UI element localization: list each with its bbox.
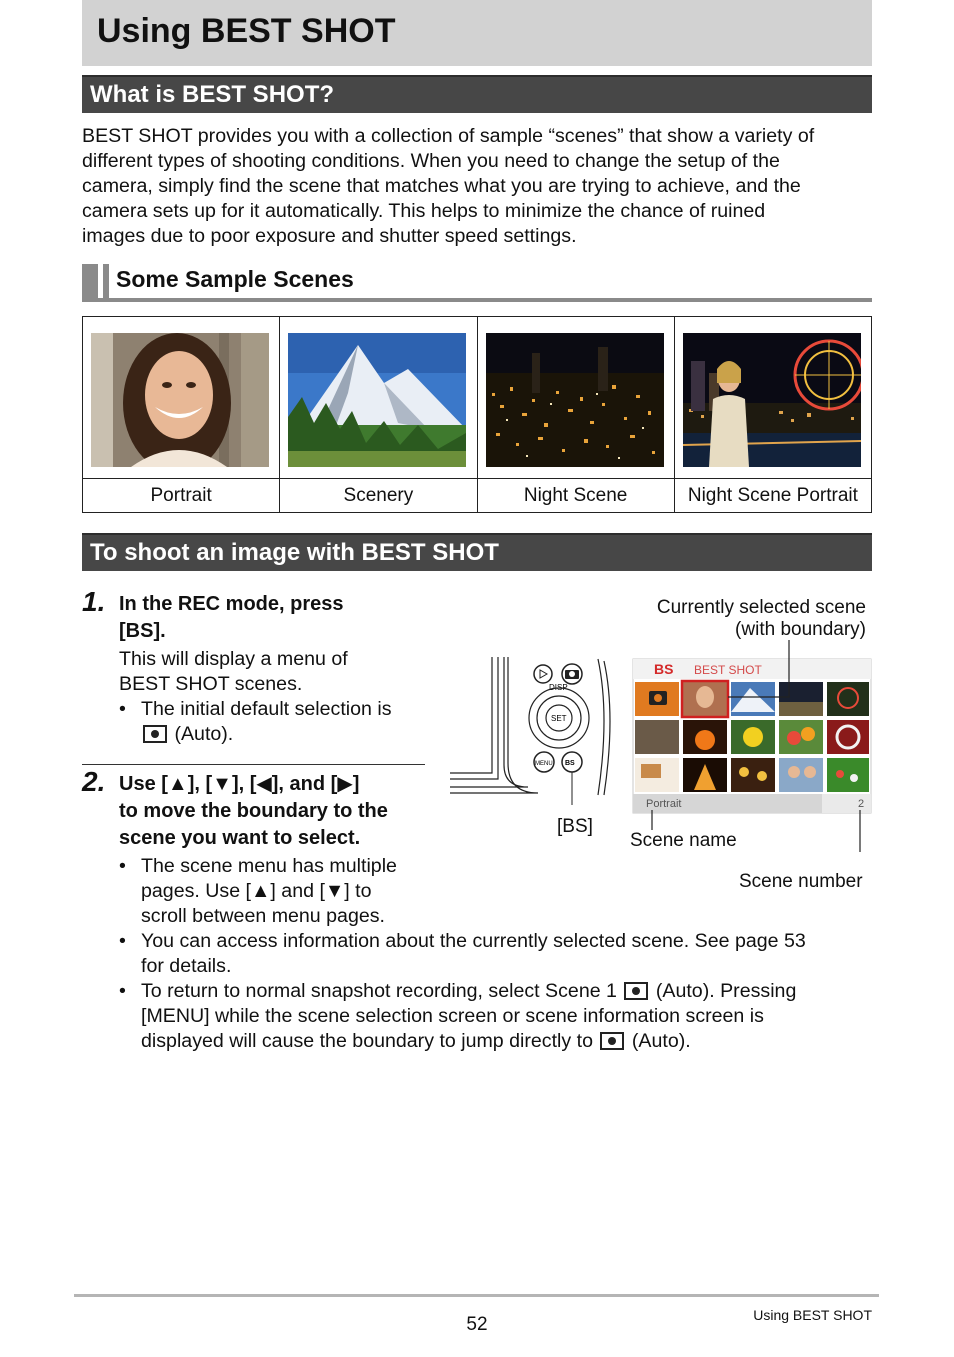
step-title-line: [BS]. [119,620,166,642]
page-title: Using BEST SHOT [97,12,396,50]
step-title [119,591,344,645]
scene-caption: Night Scene [478,478,674,513]
mountain-photo-icon [288,333,466,467]
section-title: What is BEST SHOT? [90,81,335,108]
step-bullet [119,697,439,747]
section-header-to-shoot [82,533,872,571]
scene-cell-night-scene-portrait [675,317,871,512]
scene-cell-scenery [280,317,477,512]
bullet-line: The initial default selection is [141,698,392,720]
scene-cell-night-scene [478,317,675,512]
step-number: 1. [82,586,106,617]
subsection-title: Some Sample Scenes [116,266,354,292]
bullet-line: for details. [141,955,232,977]
scene-thumbnail-grid [635,682,869,792]
auto-camera-icon [600,1032,624,1050]
night-portrait-photo-icon [683,333,861,467]
step-number: 2. [82,766,106,797]
screen-header: BEST SHOT [694,663,762,677]
intro-line: BEST SHOT provides you with a collection of sample “scenes” that show a variety of [82,125,815,147]
bullet-line: scroll between menu pages. [141,905,385,927]
portrait-photo-icon [91,333,269,467]
auto-camera-icon [143,725,167,743]
title-text: ], [ [231,773,257,795]
intro-line: camera, simply find the scene that matches what you are trying to achieve, and the [82,175,801,197]
screen-scene-number: 2 [858,798,865,810]
intro-paragraph [82,124,872,249]
title-text: ], [ [187,773,213,795]
bullet-line-text: (Auto). [631,1030,691,1052]
intro-line: different types of shooting conditions. When you need to change the setup of the [82,150,780,172]
scene-caption: Scenery [280,478,476,513]
bullet-text [141,979,881,1054]
step-divider [82,764,425,765]
auto-camera-icon [624,982,648,1000]
heading-marker [82,264,98,298]
bullet-line [141,879,397,904]
bullet-line [141,1029,881,1054]
heading-marker [103,264,109,298]
step-title-line [119,771,388,798]
bullet-line-text: (Auto). [174,723,234,745]
step-title-line: scene you want to select. [119,827,361,849]
title-text: ], and [ [271,773,338,795]
step-title-line: to move the boundary to the [119,800,388,822]
up-arrow-icon: ▲ [167,773,188,795]
bs-callout-label: [BS] [557,816,593,837]
scene-name-callout: Scene name [630,830,737,851]
scene-number-callout: Scene number [739,871,863,892]
city-night-photo-icon [486,333,664,467]
bullet-line-text: ] and [ [270,880,325,902]
right-arrow-icon: ▶ [337,773,353,795]
bullet-dot: • [119,930,126,952]
bullet-line: [MENU] while the scene selection screen or scene information screen is [141,1005,764,1027]
play-button-icon [534,665,552,683]
up-arrow-icon: ▲ [251,880,271,902]
running-title: Using BEST SHOT [753,1307,872,1323]
bullet-dot: • [119,980,126,1002]
title-text: ] [352,773,360,795]
title-text: Use [ [119,773,168,795]
step-title [119,771,388,852]
scene-caption: Night Scene Portrait [675,478,871,513]
bullet-line-text: (Auto). Pressing [655,980,797,1002]
intro-line: camera sets up for it automatically. This helps to minimize the chance of ruined [82,200,766,222]
step-body [119,647,348,697]
best-shot-screen [632,640,872,852]
callout-line: Currently selected scene [656,597,866,618]
menu-label: MENU [535,761,553,767]
section-title: To shoot an image with BEST SHOT [90,539,499,566]
camera-back-diagram [448,655,618,805]
bullet-text [141,697,392,747]
bullet-text [141,929,881,979]
bullet-line-text: pages. Use [ [141,880,252,902]
selected-scene-callout [630,597,866,641]
intro-line: images due to poor exposure and shutter speed settings. [82,225,577,247]
step-title-line: In the REC mode, press [119,593,344,615]
bullet-line [141,722,392,747]
bullet-dot: • [119,698,126,720]
bullet-line: You can access information about the currently selected scene. See page 53 [141,930,806,952]
step-bullet [119,854,439,930]
bullet-line [141,979,881,1004]
subsection-header [82,262,872,302]
down-arrow-icon: ▼ [324,880,345,902]
bullet-line-text: ] to [344,880,372,902]
bs-button-label: BS [565,760,575,767]
sample-scenes-table [82,316,872,513]
callout-line: (with boundary) [735,619,866,640]
down-arrow-icon: ▼ [212,773,232,795]
bullet-line-text: To return to normal snapshot recording, select Scene 1 [141,980,617,1002]
scene-caption: Portrait [83,478,279,513]
step-bullet [119,929,879,979]
step-body-line: BEST SHOT scenes. [119,673,303,695]
bullet-line: The scene menu has multiple [141,855,397,877]
bullet-text [141,854,397,929]
scene-cell-portrait [83,317,280,512]
left-arrow-icon: ◀ [256,773,272,795]
footer-rule [74,1294,879,1297]
bullet-line-text: displayed will cause the boundary to jump directly to [141,1030,593,1052]
bullet-dot: • [119,855,126,877]
disp-label: DISP [549,683,568,692]
bs-logo: BS [654,661,674,677]
step-body-line: This will display a menu of [119,648,348,670]
section-header-what-is [82,75,872,113]
step-bullet [119,979,879,1055]
set-label: SET [551,714,567,723]
page-number: 52 [466,1314,488,1335]
title-bar [82,0,872,66]
screen-scene-name: Portrait [646,798,682,810]
